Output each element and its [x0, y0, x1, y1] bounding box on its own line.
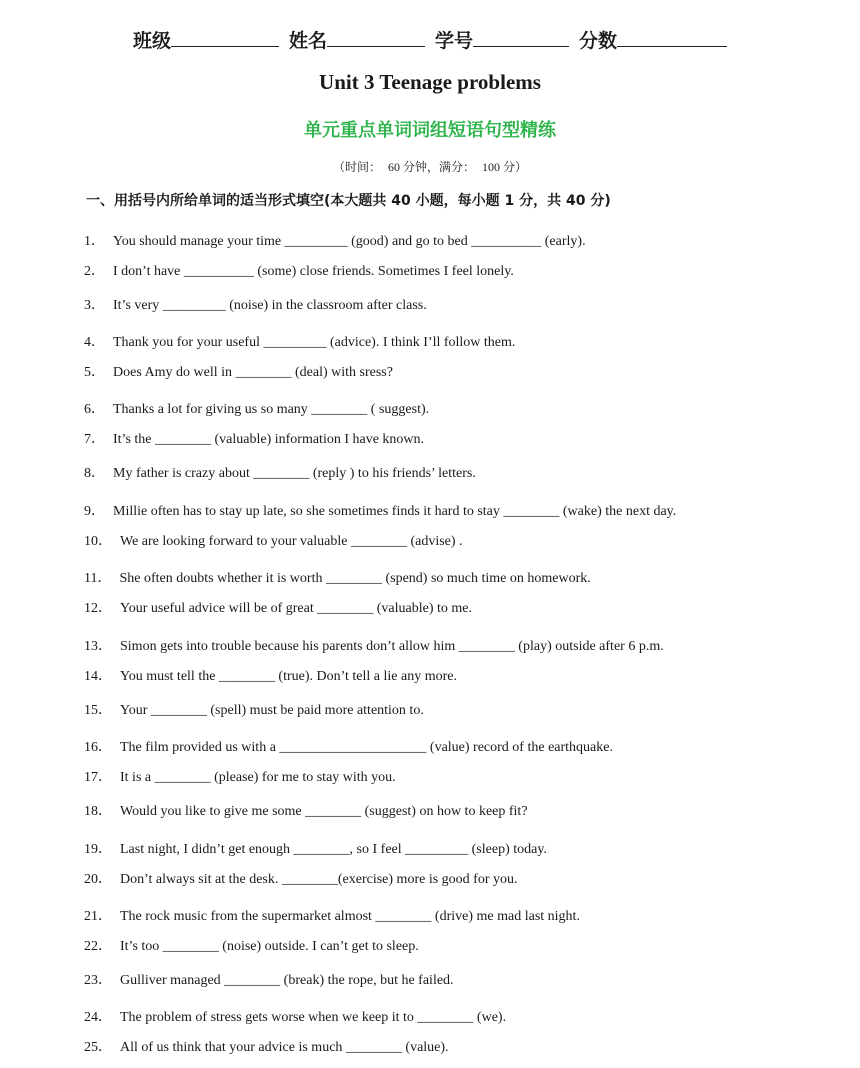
time-value: 60 分钟，满分： — [387, 160, 475, 174]
question-text: It’s the ________ (valuable) information I have known. — [113, 432, 425, 447]
question-item — [84, 868, 518, 888]
question-text: It’s very _________ (noise) in the classroom after class. — [113, 298, 427, 313]
question-number: 8． — [84, 466, 105, 481]
question-text: I don’t have __________ (some) close friends. Sometimes I feel lonely. — [113, 264, 514, 279]
question-text: Don’t always sit at the desk. ________(exercise) more is good for you. — [120, 872, 518, 887]
question-text: She often doubts whether it is worth ________ (spend) so much time on homework. — [119, 571, 591, 586]
question-number: 25． — [84, 1040, 112, 1055]
question-text: Millie often has to stay up late, so she sometimes finds it hard to stay ________ (wake) the next day. — [113, 504, 677, 519]
question-item — [84, 597, 472, 617]
question-number: 11． — [84, 571, 112, 586]
question-item — [84, 635, 664, 655]
question-text: Gulliver managed ________ (break) the rope, but he failed. — [120, 973, 454, 988]
question-text: We are looking forward to your valuable ________ (advise) . — [120, 534, 463, 549]
question-item — [84, 800, 528, 820]
question-number: 6． — [84, 402, 105, 417]
question-text: Last night, I didn’t get enough ________, so I feel _________ (sleep) today. — [120, 842, 547, 857]
question-number: 3． — [84, 298, 105, 313]
id-label: 学号 — [435, 30, 474, 52]
question-item — [84, 1006, 506, 1026]
question-item — [84, 567, 591, 587]
question-text: The film provided us with a _____________________ (value) record of the earthquake. — [120, 740, 613, 755]
section-heading: 一、用括号内所给单词的适当形式填空(本大题共 40 小题，每小题 1 分，共 40 分) — [86, 193, 611, 209]
question-item — [84, 969, 454, 989]
question-number: 9． — [84, 504, 105, 519]
question-text: Simon gets into trouble because his parents don’t allow him ________ (play) outside after 6 p.m. — [120, 639, 664, 654]
question-text: Your useful advice will be of great ________ (valuable) to me. — [120, 601, 472, 616]
question-item — [84, 838, 547, 858]
question-item — [84, 699, 424, 719]
question-text: The rock music from the supermarket almost ________ (drive) me mad last night. — [120, 909, 580, 924]
question-text: Your ________ (spell) must be paid more attention to. — [120, 703, 424, 718]
question-text: Does Amy do well in ________ (deal) with sress? — [113, 365, 393, 380]
question-text: It’s too ________ (noise) outside. I can’t get to sleep. — [120, 939, 419, 954]
question-item — [84, 230, 586, 250]
question-number: 20． — [84, 872, 112, 887]
score-value: 100 分） — [482, 160, 528, 174]
question-number: 7． — [84, 432, 105, 447]
page-subtitle: 单元重点单词词组短语句型精练 — [304, 120, 556, 141]
question-number: 22． — [84, 939, 112, 954]
question-item — [84, 1036, 449, 1056]
exam-meta — [0, 158, 860, 175]
question-text: Thanks a lot for giving us so many ________ ( suggest). — [113, 402, 430, 417]
question-number: 16． — [84, 740, 112, 755]
question-item — [84, 766, 396, 786]
question-text: All of us think that your advice is much ________ (value). — [120, 1040, 449, 1055]
time-label: （时间： — [332, 160, 381, 174]
question-item — [84, 935, 419, 955]
question-number: 13． — [84, 639, 112, 654]
question-item — [84, 905, 580, 925]
question-number: 24． — [84, 1010, 112, 1025]
question-text: The problem of stress gets worse when we keep it to ________ (we). — [120, 1010, 507, 1025]
question-text: You should manage your time _________ (good) and go to bed __________ (early). — [113, 234, 586, 249]
question-number: 1． — [84, 234, 105, 249]
question-number: 23． — [84, 973, 112, 988]
question-item — [84, 331, 515, 351]
question-text: It is a ________ (please) for me to stay with you. — [120, 770, 396, 785]
score-label: 分数 — [579, 30, 618, 52]
question-number: 15． — [84, 703, 112, 718]
question-item — [84, 665, 457, 685]
question-number: 17． — [84, 770, 112, 785]
question-item — [84, 530, 463, 550]
question-text: You must tell the ________ (true). Don’t tell a lie any more. — [120, 669, 457, 684]
question-text: Thank you for your useful _________ (advice). I think I’ll follow them. — [113, 335, 516, 350]
question-item — [84, 361, 393, 381]
question-number: 21． — [84, 909, 112, 924]
question-number: 5． — [84, 365, 105, 380]
question-item — [84, 428, 424, 448]
question-number: 14． — [84, 669, 112, 684]
question-item — [84, 398, 429, 418]
question-text: Would you like to give me some ________ (suggest) on how to keep fit? — [120, 804, 528, 819]
question-item — [84, 500, 676, 520]
score-blank[interactable] — [617, 28, 727, 47]
question-number: 18． — [84, 804, 112, 819]
question-text: My father is crazy about ________ (reply ) to his friends’ letters. — [113, 466, 476, 481]
student-info-header — [0, 26, 860, 53]
question-number: 19． — [84, 842, 112, 857]
question-item — [84, 736, 613, 756]
question-item — [84, 260, 514, 280]
class-blank[interactable] — [171, 28, 279, 47]
class-label: 班级 — [132, 30, 171, 52]
page-title: Unit 3 Teenage problems — [319, 70, 541, 94]
question-item — [84, 294, 427, 314]
question-number: 12． — [84, 601, 112, 616]
question-number: 10． — [84, 534, 112, 549]
question-item — [84, 462, 476, 482]
question-number: 2． — [84, 264, 105, 279]
id-blank[interactable] — [473, 28, 569, 47]
question-number: 4． — [84, 335, 105, 350]
name-label: 姓名 — [288, 30, 327, 52]
name-blank[interactable] — [327, 28, 425, 47]
